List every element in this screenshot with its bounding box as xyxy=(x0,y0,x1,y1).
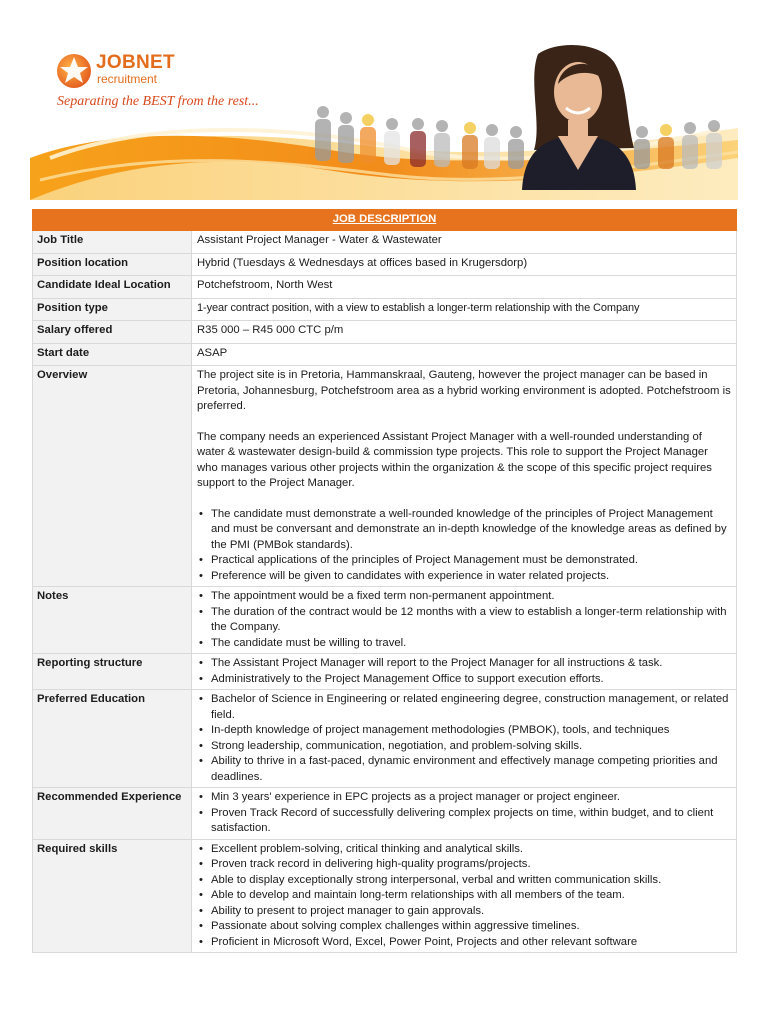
list-item: • Able to display exceptionally strong interpersonal, verbal and written communication skills. xyxy=(211,873,731,889)
row-label-position-type: Position type xyxy=(33,298,192,321)
row-value-skills xyxy=(192,839,737,953)
row-value-position-type: 1-year contract position, with a view to establish a longer-term relationship with the Company xyxy=(192,298,737,321)
list-item: • The appointment would be a fixed term non-permanent appointment. xyxy=(211,589,731,605)
table-row xyxy=(33,654,737,690)
list-item: • Min 3 years' experience in EPC projects as a project manager or project engineer. xyxy=(211,790,731,806)
row-label-skills: Required skills xyxy=(33,839,192,953)
list-item: • Passionate about solving complex challenges within aggressive timelines. xyxy=(211,919,731,935)
row-value-education xyxy=(192,690,737,788)
list-item: • The duration of the contract would be 12 months with a view to establish a longer-term relationship with the Company. xyxy=(211,605,731,636)
list-item: • Proven track record in delivering high-quality programs/projects. xyxy=(211,857,731,873)
row-label-experience: Recommended Experience xyxy=(33,788,192,840)
education-list xyxy=(197,692,731,785)
skills-list xyxy=(197,842,731,951)
job-description-table xyxy=(32,209,737,953)
brand-name: JOBNET xyxy=(96,52,175,73)
notes-list xyxy=(197,589,731,651)
table-row xyxy=(33,788,737,840)
row-value-ideal-location: Potchefstroom, North West xyxy=(192,276,737,299)
reporting-list xyxy=(197,656,731,687)
list-item: • The candidate must be willing to travel. xyxy=(211,636,731,652)
row-value-start-date: ASAP xyxy=(192,343,737,366)
table-row xyxy=(33,587,737,654)
table-heading: JOB DESCRIPTION xyxy=(33,210,737,231)
table-row xyxy=(33,231,737,254)
overview-list xyxy=(197,507,731,585)
row-label-ideal-location: Candidate Ideal Location xyxy=(33,276,192,299)
row-value-reporting xyxy=(192,654,737,690)
row-value-job-title: Assistant Project Manager - Water & Wastewater xyxy=(192,231,737,254)
list-item: • Excellent problem-solving, critical thinking and analytical skills. xyxy=(211,842,731,858)
list-item: • Practical applications of the principles of Project Management must be demonstrated. xyxy=(211,553,731,569)
table-row xyxy=(33,839,737,953)
table-row xyxy=(33,321,737,344)
table-row xyxy=(33,366,737,587)
overview-paragraph: The company needs an experienced Assistant Project Manager with a well-rounded understanding of water & wastewater design-build & commission type projects. This role to support the Project Manager who manages various other projects within the organization & the scope of this specific project requires support to the Project Manager. xyxy=(197,430,712,489)
list-item: • Proven Track Record of successfully delivering complex projects on time, within budget, and to client satisfaction. xyxy=(211,806,731,837)
row-label-education: Preferred Education xyxy=(33,690,192,788)
row-value-notes xyxy=(192,587,737,654)
row-label-job-title: Job Title xyxy=(33,231,192,254)
row-label-start-date: Start date xyxy=(33,343,192,366)
table-row xyxy=(33,343,737,366)
table-row xyxy=(33,276,737,299)
list-item: • Preference will be given to candidates with experience in water related projects. xyxy=(211,569,731,585)
header-banner xyxy=(30,40,738,205)
table-row xyxy=(33,253,737,276)
list-item: • Ability to present to project manager to gain approvals. xyxy=(211,904,731,920)
list-item: • Proficient in Microsoft Word, Excel, Power Point, Projects and other relevant software xyxy=(211,935,731,951)
list-item: • Ability to thrive in a fast-paced, dynamic environment and effectively manage competing priorities and deadlines. xyxy=(211,754,731,785)
row-label-notes: Notes xyxy=(33,587,192,654)
row-label-reporting: Reporting structure xyxy=(33,654,192,690)
row-value-experience xyxy=(192,788,737,840)
model-photo xyxy=(522,45,636,190)
list-item: • Strong leadership, communication, negotiation, and problem-solving skills. xyxy=(211,739,731,755)
list-item: • Able to develop and maintain long-term relationships with all members of the team. xyxy=(211,888,731,904)
experience-list xyxy=(197,790,731,837)
table-row xyxy=(33,690,737,788)
brand-subtitle: recruitment xyxy=(97,72,158,86)
brand-tagline: Separating the BEST from the rest... xyxy=(57,94,259,109)
list-item: • Bachelor of Science in Engineering or related engineering degree, construction management, or related field. xyxy=(211,692,731,723)
list-item: • The candidate must demonstrate a well-rounded knowledge of the principles of Project Management and must be conversant and demonstrate an in-depth knowledge of the knowledge areas as defined by the PMI (PMBok standards). xyxy=(211,507,731,554)
list-item: • Administratively to the Project Management Office to support execution efforts. xyxy=(211,672,731,688)
table-row xyxy=(33,298,737,321)
row-label-position-location: Position location xyxy=(33,253,192,276)
list-item: • In-depth knowledge of project management methodologies (PMBOK), tools, and techniques xyxy=(211,723,731,739)
table-heading-row xyxy=(33,210,737,231)
row-label-salary: Salary offered xyxy=(33,321,192,344)
overview-paragraph: The project site is in Pretoria, Hammanskraal, Gauteng, however the project manager can be based in Pretoria, Johannesburg, Potchefstroom area as a hybrid working environment is adopted. Potchefstroom is preferred. xyxy=(197,369,731,412)
row-value-position-location: Hybrid (Tuesdays & Wednesdays at offices based in Krugersdorp) xyxy=(192,253,737,276)
row-value-overview xyxy=(192,366,737,587)
row-value-salary: R35 000 – R45 000 CTC p/m xyxy=(192,321,737,344)
list-item: • The Assistant Project Manager will report to the Project Manager for all instructions & task. xyxy=(211,656,731,672)
row-label-overview: Overview xyxy=(33,366,192,587)
